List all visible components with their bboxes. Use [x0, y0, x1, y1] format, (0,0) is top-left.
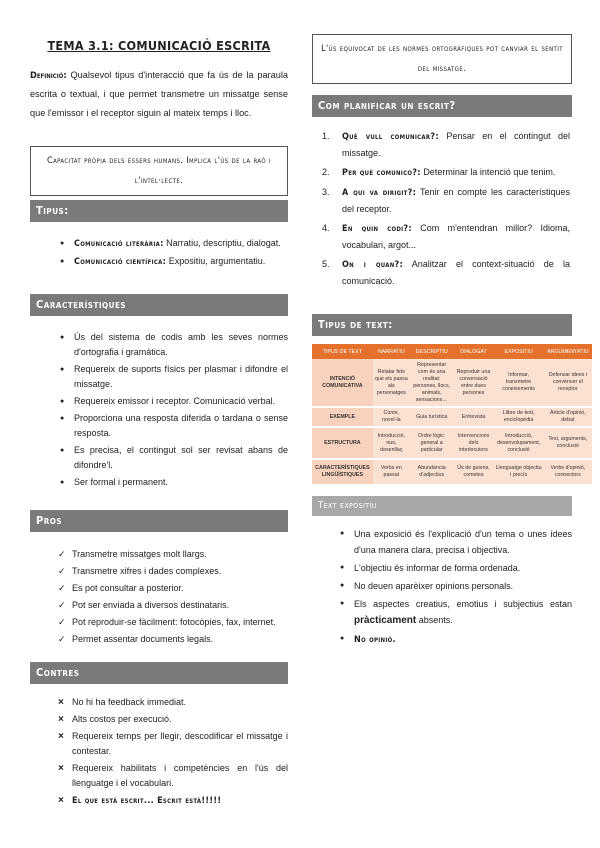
table-header: DIALOGAT	[454, 344, 494, 359]
list-item: ● Ser formal i permanent.	[60, 475, 288, 490]
list-item: ✓ Transmetre xifres i dades complexes.	[58, 564, 288, 579]
table-cell: Conte, novel·la	[373, 407, 410, 427]
section-heading-tipus-text: Tipus de text:	[312, 314, 572, 336]
table-cell: Relatar fets que els passa als personatges	[373, 359, 410, 407]
list-item: ● No opinió.	[340, 631, 572, 648]
table-cell: CARACTERÍSTIQUES LINGÜÍSTIQUES	[312, 459, 373, 485]
table-row	[312, 359, 592, 407]
list-item: ● Una exposició és l'explicació d'un tema o unes idees d'una manera clara, precisa i objectiva.	[340, 526, 572, 558]
contres-list	[58, 695, 288, 811]
list-item: ● Ús del sistema de codis amb les seves normes d'ortografia i gramàtica.	[60, 330, 288, 360]
emphasis-text: pràcticament	[354, 615, 417, 626]
list-item	[58, 793, 288, 809]
definition-label: Definició:	[30, 70, 67, 81]
list-item: ✓ Es pot consultar a posterior.	[58, 581, 288, 596]
list-item: 5. On i quan?: Analitzar el context-situació de la comunicació.	[322, 259, 570, 286]
list-item: ● Comunicació científica: Expositiu, argumentatiu.	[60, 254, 288, 270]
list-item: ✓ Permet assentar documents legals.	[58, 632, 288, 647]
table-cell: Abundància d'adjectius	[410, 459, 454, 485]
table-cell: INTENCIÓ COMUNICATIVA	[312, 359, 373, 407]
warning-box: L'ús equivocat de les normes ortogràfiques pot canviar el sentit del missatge.	[312, 34, 572, 84]
table-row	[312, 407, 592, 427]
list-item: ● Requereix de suports físics per plasmar i difondre el missatge.	[60, 362, 288, 392]
page-title: TEMA 3.1: COMUNICACIÓ ESCRITA	[47, 38, 271, 53]
table-cell: Article d'opinió, debat	[544, 407, 592, 427]
list-item: 3. A qui va dirigit?: Tenir en compte les característiques del receptor.	[322, 187, 570, 214]
list-item: ● Els aspectes creatius, emotius i subjectius estan pràcticament absents.	[340, 596, 572, 629]
section-heading-caracteristiques: Característiques	[30, 294, 288, 316]
section-heading-tipus: Tipus:	[30, 200, 288, 222]
section-heading-planificar: Com planificar un escrit?	[312, 95, 572, 117]
list-item: ✓ Transmetre missatges molt llargs.	[58, 547, 288, 562]
list-item: ✓ Pot ser enviada a diversos destinataris.	[58, 598, 288, 613]
list-item: ● No deuen aparèixer opinions personals.	[340, 578, 572, 594]
list-item: 1. Què vull comunicar?: Pensar en el contingut del missatge.	[322, 131, 570, 158]
table-cell: Informar, transmetre coneixements	[494, 359, 544, 407]
list-item: ● Es precisa, el contingut sol ser revisat abans de difondre'l.	[60, 443, 288, 473]
capacity-box: Capacitat pròpia dels éssers humans. Implica l'ús de la raó i l'intel·lecte.	[30, 146, 288, 196]
table-cell: Verbs en passat	[373, 459, 410, 485]
table-cell: Ús de guions, cometes	[454, 459, 494, 485]
final-quote: El que està escrit... Escrit està!!!!!	[72, 796, 222, 806]
table-cell: Guia turística	[410, 407, 454, 427]
text-types-table	[312, 344, 592, 486]
list-item: × No hi ha feedback immediat.	[58, 695, 288, 710]
table-cell: Introducció, nus, desenllaç	[373, 427, 410, 459]
table-row	[312, 427, 592, 459]
list-item: ✓ Pot reproduir-se fàcilment: fotocòpies, fax, internet.	[58, 615, 288, 630]
list-item: ● Requereix emissor i receptor. Comunicació verbal.	[60, 394, 288, 409]
list-item: 2. Per què comunico?: Determinar la intenció que tenim.	[322, 167, 556, 178]
table-cell: ESTRUCTURA	[312, 427, 373, 459]
table-cell: Verbs d'opinió, connectors	[544, 459, 592, 485]
table-cell: Tesi, arguments, conclusió	[544, 427, 592, 459]
table-cell: Introducció, desenvolupament, conclusió	[494, 427, 544, 459]
table-cell: Entrevista	[454, 407, 494, 427]
table-header: TIPUS DE TEXT	[312, 344, 373, 359]
list-item: × Requereix habilitats i competències en l'ús del llenguatge i el vocabulari.	[58, 761, 288, 791]
list-item: ● L'objectiu és informar de forma ordenada.	[340, 560, 572, 576]
list-item: × Alts costos per execució.	[58, 712, 288, 727]
table-header: ARGUMENTATIU	[544, 344, 592, 359]
table-cell: EXEMPLE	[312, 407, 373, 427]
table-cell: Llibre de text, enciclopèdia	[494, 407, 544, 427]
section-heading-pros: Pros	[30, 510, 288, 532]
table-row	[312, 459, 592, 485]
table-header: NARRATIU	[373, 344, 410, 359]
table-header: DESCRIPTIU	[410, 344, 454, 359]
section-heading-text-expositiu: Text expositiu	[312, 496, 572, 516]
table-header: EXPOSITIU	[494, 344, 544, 359]
table-cell: Reproduir una conversació entre dues persones	[454, 359, 494, 407]
definition-text: Qualsevol tipus d'interacció que fa ús de la paraula escrita o textual, i que permet transmetre un missatge sense que l'emissor i el receptor siguin al mateix temps i lloc.	[30, 70, 288, 118]
list-item: × Requereix temps per llegir, descodificar el missatge i contestar.	[58, 729, 288, 759]
caracteristiques-list	[60, 330, 288, 492]
table-cell: Llenguatge objectiu i precís	[494, 459, 544, 485]
section-heading-contres: Contres	[30, 662, 288, 684]
list-item: 4. En quin codi?: Com m'entendran millor? Idioma, vocabulari, argot...	[322, 223, 570, 250]
list-item: ● Comunicació literària: Narratiu, descriptiu, dialogat.	[60, 236, 288, 252]
table-cell: Intervencions dels interlocutors	[454, 427, 494, 459]
table-cell: Ordre lògic: general a particular	[410, 427, 454, 459]
table-cell: Defensar idees i convèncer el receptor	[544, 359, 592, 407]
pros-list	[58, 547, 288, 649]
list-item: ● Proporciona una resposta diferida o tardana o sense resposta.	[60, 411, 288, 441]
definition-paragraph	[30, 66, 288, 123]
text-expositiu-list	[340, 526, 572, 650]
planificar-list	[318, 128, 570, 292]
table-cell: Representar com és una realitat: persones, llocs, animals, sensacions…	[410, 359, 454, 407]
tipus-list	[60, 236, 288, 272]
table-header-row	[312, 344, 592, 359]
